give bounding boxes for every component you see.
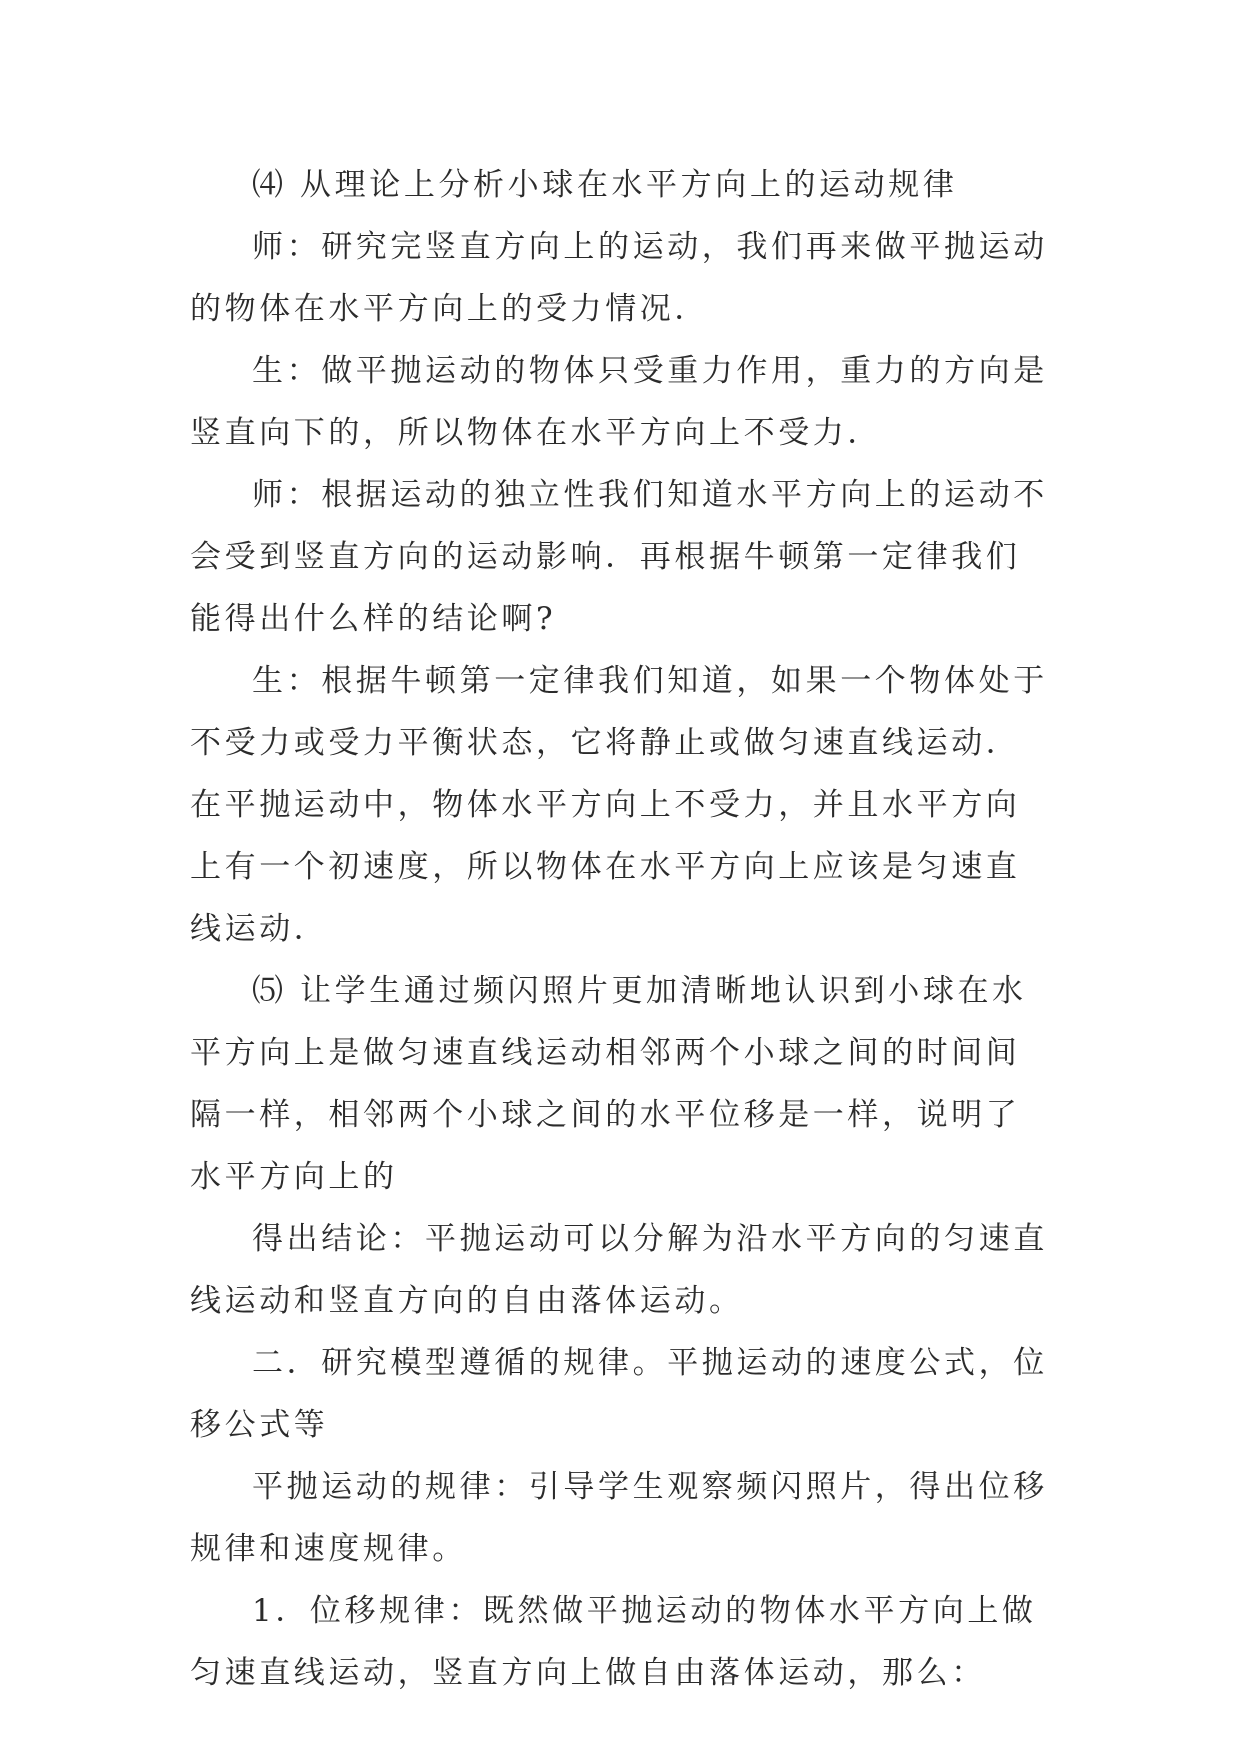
paragraph-student-newton-first-law: 生：根据牛顿第一定律我们知道，如果一个物体处于不受力或受力平衡状态，它将静止或做匀速直线运动．在平抛运动中，物体水平方向上不受力，并且水平方向上有一个初速度，所以物体在水平方向上应该是匀速直线运动．	[190, 663, 1048, 947]
document-body	[190, 154, 1051, 1704]
paragraph-strobe-photo: ⑸ 让学生通过频闪照片更加清晰地认识到小球在水平方向上是做匀速直线运动相邻两个小球之间的时间间隔一样，相邻两个小球之间的水平位移是一样，说明了水平方向上的	[190, 973, 1027, 1195]
paragraph-displacement-law: 1．位移规律：既然做平抛运动的物体水平方向上做匀速直线运动，竖直方向上做自由落体运动，那么：	[190, 1593, 1037, 1691]
paragraph-teacher-horizontal-force: 师：研究完竖直方向上的运动，我们再来做平抛运动的物体在水平方向上的受力情况．	[190, 229, 1048, 327]
paragraph-section-two-heading: 二．研究模型遵循的规律。平抛运动的速度公式，位移公式等	[190, 1345, 1048, 1443]
paragraph-horizontal-analysis-heading: ⑷ 从理论上分析小球在水平方向上的运动规律	[252, 167, 958, 203]
paragraph-teacher-independence: 师：根据运动的独立性我们知道水平方向上的运动不会受到竖直方向的运动影响．再根据牛顿第一定律我们能得出什么样的结论啊?	[190, 477, 1048, 637]
paragraph-student-no-horizontal-force: 生：做平抛运动的物体只受重力作用，重力的方向是竖直向下的，所以物体在水平方向上不受力．	[190, 353, 1048, 451]
paragraph-projectile-laws: 平抛运动的规律：引导学生观察频闪照片，得出位移规律和速度规律。	[190, 1469, 1048, 1567]
paragraph-conclusion: 得出结论：平抛运动可以分解为沿水平方向的匀速直线运动和竖直方向的自由落体运动。	[190, 1221, 1048, 1319]
